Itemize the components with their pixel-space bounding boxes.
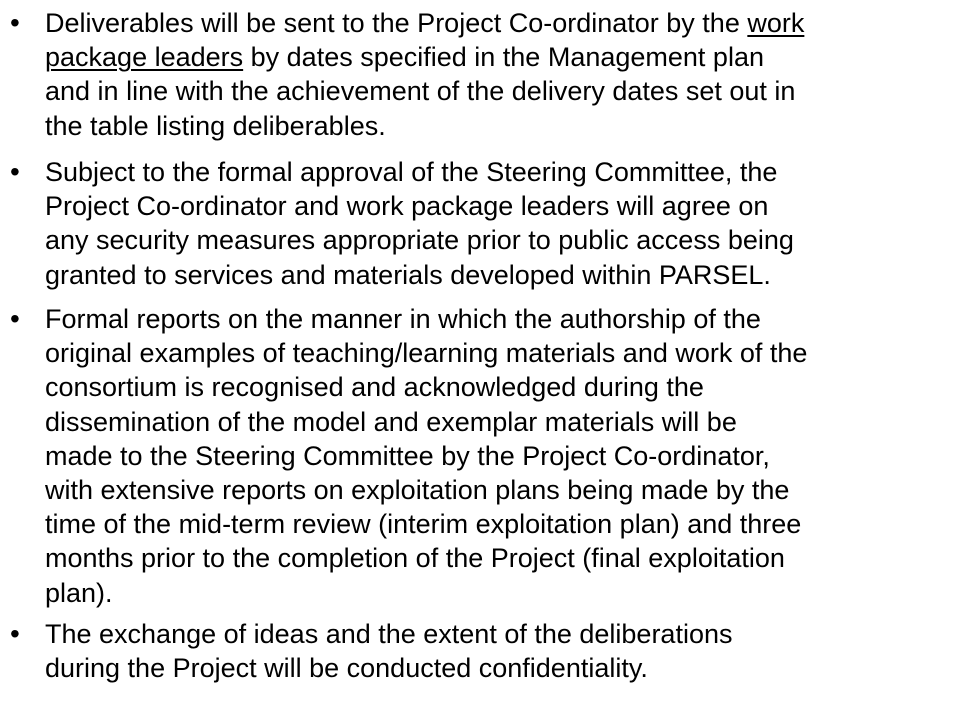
text-line: Project Co-ordinator and work package leaders will agree on: [45, 191, 769, 222]
text-line: made to the Steering Committee by the Project Co-ordinator,: [45, 440, 770, 471]
text-line: with extensive reports on exploitation plans being made by the: [45, 475, 790, 506]
bullet-icon: •: [10, 303, 20, 334]
text-line: Formal reports on the manner in which the authorship of the: [45, 304, 761, 334]
text-line: time of the mid-term review (interim exploitation plan) and three: [45, 509, 802, 540]
bullet-icon: •: [10, 7, 20, 38]
text-segment: Deliverables will be sent to the Project Co-ordinator by the: [45, 8, 748, 38]
text-line: [45, 6, 804, 40]
text-segment: by dates specified in the Management plan: [243, 42, 764, 73]
bullet-text: [45, 6, 804, 143]
text-line: during the Project will be conducted confidentiality.: [45, 653, 648, 684]
underlined-text: work: [747, 8, 805, 38]
bullet-text: [45, 302, 807, 610]
text-line: months prior to the completion of the Project (final exploitation: [45, 543, 785, 574]
bullet-icon: •: [10, 156, 20, 187]
text-line: [45, 40, 804, 74]
bullet-text: [45, 155, 794, 292]
text-line: The exchange of ideas and the extent of the deliberations: [45, 619, 733, 649]
bullet-icon: •: [10, 618, 20, 649]
text-line: and in line with the achievement of the delivery dates set out in: [45, 76, 796, 107]
text-line: Subject to the formal approval of the Steering Committee, the: [45, 157, 778, 187]
text-line: dissemination of the model and exemplar materials will be: [45, 406, 737, 437]
text-line: granted to services and materials developed within PARSEL.: [45, 259, 771, 290]
underlined-text: package leaders: [45, 42, 244, 73]
text-line: any security measures appropriate prior to public access being: [45, 225, 794, 256]
text-line: consortium is recognised and acknowledged during the: [45, 372, 704, 403]
text-line: plan).: [45, 577, 113, 608]
bullet-text: [45, 617, 733, 685]
text-line: the table listing deliberables.: [45, 110, 386, 141]
text-line: original examples of teaching/learning materials and work of the: [45, 338, 808, 369]
